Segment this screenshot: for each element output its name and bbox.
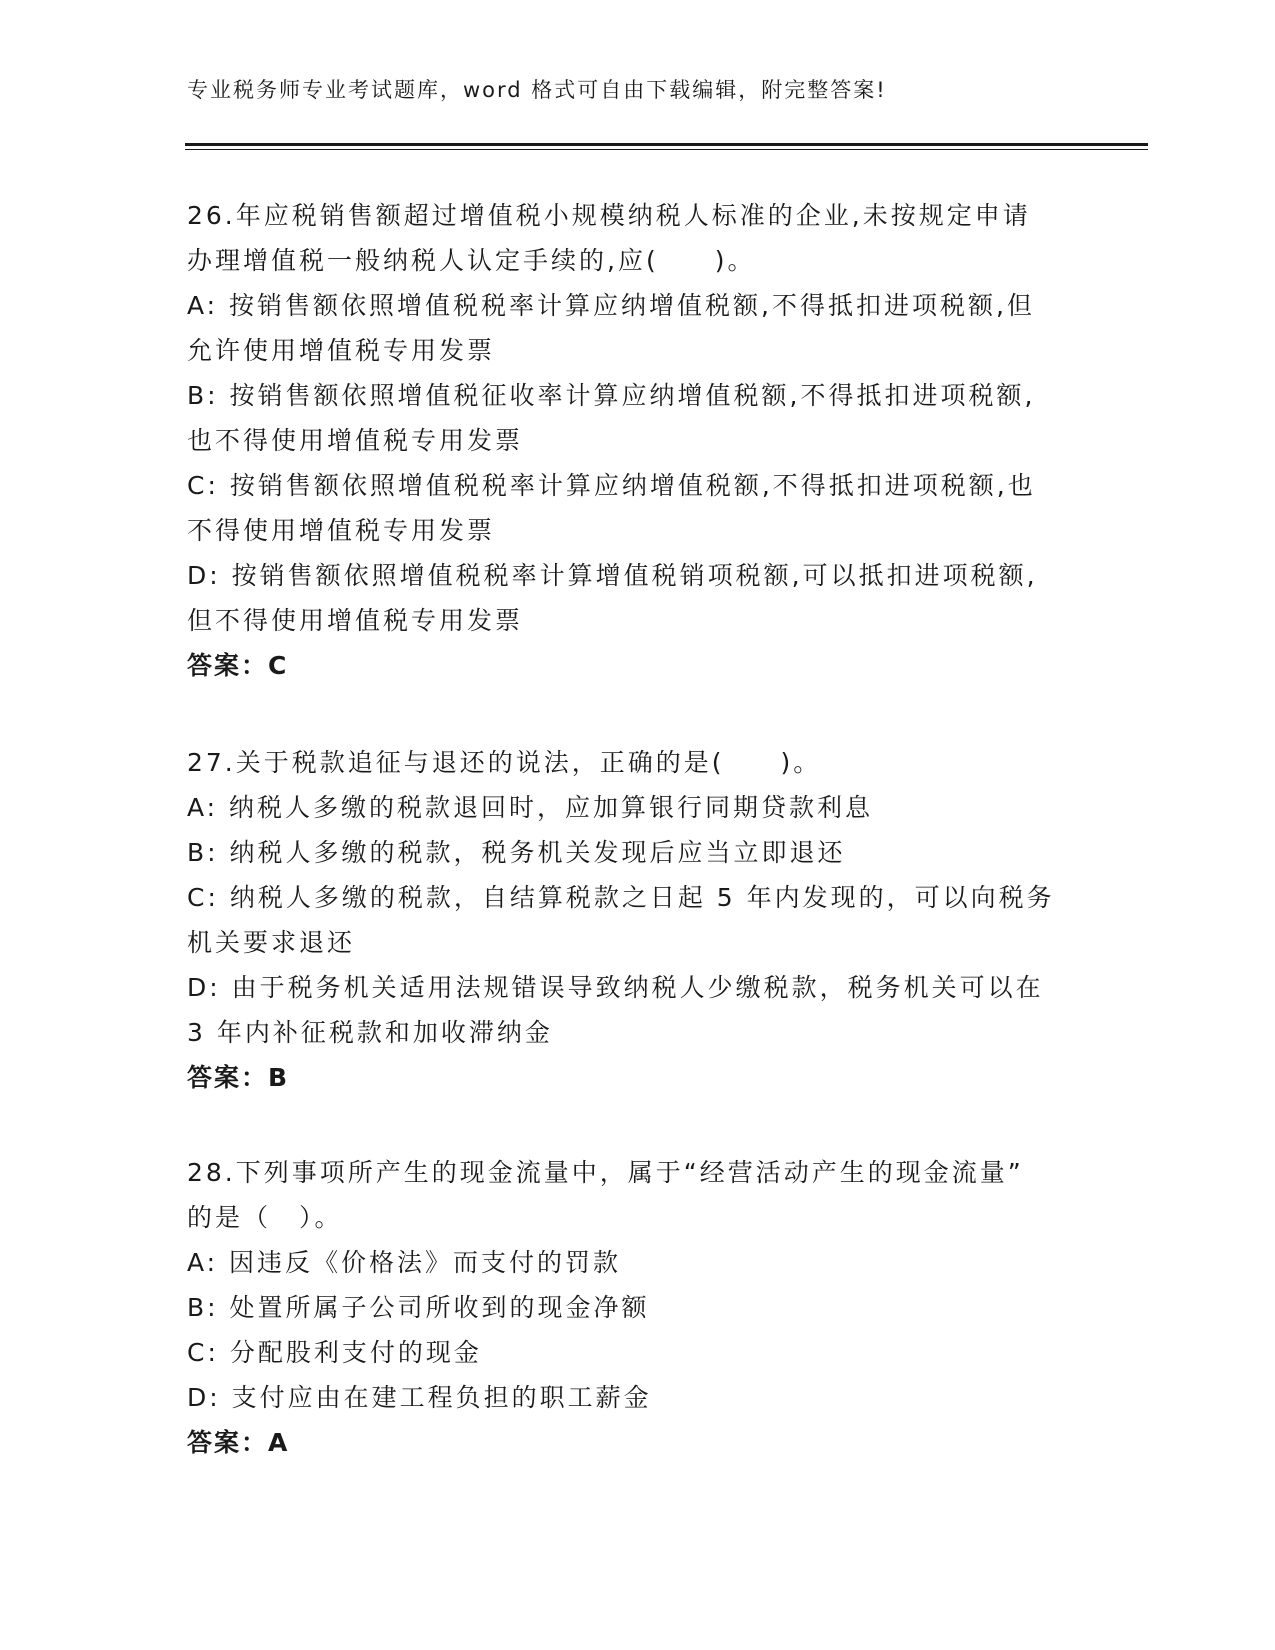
- question-28-option-a: A: 因违反《价格法》而支付的罚款: [187, 1248, 622, 1277]
- question-28-stem-line-2: 的是（ ）。: [187, 1203, 343, 1232]
- question-28-option-b: B: 处置所属子公司所收到的现金净额: [187, 1293, 650, 1322]
- page-header-text: 专业税务师专业考试题库，word 格式可自由下载编辑，附完整答案!: [187, 78, 887, 102]
- header-divider: [185, 143, 1148, 151]
- question-28: [187, 1150, 1087, 1465]
- question-26-option-b-line-1: B: 按销售额依照增值税征收率计算应纳增值税额,不得抵扣进项税额,: [187, 381, 1036, 410]
- question-27-option-d-line-2: 3 年内补征税款和加收滞纳金: [187, 1018, 553, 1047]
- question-26-option-c-line-1: C: 按销售额依照增值税税率计算应纳增值税额,不得抵扣进项税额,也: [187, 471, 1036, 500]
- question-27: [187, 740, 1087, 1100]
- question-26-option-d-line-2: 但不得使用增值税专用发票: [187, 606, 524, 635]
- question-28-answer: 答案：A: [187, 1428, 290, 1457]
- question-27-option-c-line-2: 机关要求退还: [187, 928, 356, 957]
- question-26-option-a-line-2: 允许使用增值税专用发票: [187, 336, 496, 365]
- question-28-stem-line-1: 28.下列事项所产生的现金流量中，属于“经营活动产生的现金流量”: [187, 1158, 1024, 1187]
- question-26-option-b-line-2: 也不得使用增值税专用发票: [187, 426, 524, 455]
- question-26-stem-line-2: 办理增值税一般纳税人认定手续的,应( )。: [187, 246, 756, 275]
- question-28-option-d: D: 支付应由在建工程负担的职工薪金: [187, 1383, 652, 1412]
- question-27-option-b: B: 纳税人多缴的税款，税务机关发现后应当立即退还: [187, 838, 846, 867]
- question-26-stem-line-1: 26.年应税销售额超过增值税小规模纳税人标准的企业,未按规定申请: [187, 201, 1031, 230]
- question-27-option-d-line-1: D: 由于税务机关适用法规错误导致纳税人少缴税款，税务机关可以在: [187, 973, 1044, 1002]
- question-26: [187, 193, 1087, 688]
- question-28-option-c: C: 分配股利支付的现金: [187, 1338, 482, 1367]
- question-26-option-d-line-1: D: 按销售额依照增值税税率计算增值税销项税额,可以抵扣进项税额,: [187, 561, 1038, 590]
- question-27-option-a: A: 纳税人多缴的税款退回时，应加算银行同期贷款利息: [187, 793, 874, 822]
- question-26-option-a-line-1: A: 按销售额依照增值税税率计算应纳增值税额,不得抵扣进项税额,但: [187, 291, 1035, 320]
- question-26-answer: 答案：C: [187, 651, 289, 680]
- question-27-stem: 27.关于税款追征与退还的说法，正确的是( )。: [187, 748, 822, 777]
- question-27-option-c-line-1: C: 纳税人多缴的税款，自结算税款之日起 5 年内发现的，可以向税务: [187, 883, 1055, 912]
- question-27-answer: 答案：B: [187, 1063, 290, 1092]
- question-26-option-c-line-2: 不得使用增值税专用发票: [187, 516, 496, 545]
